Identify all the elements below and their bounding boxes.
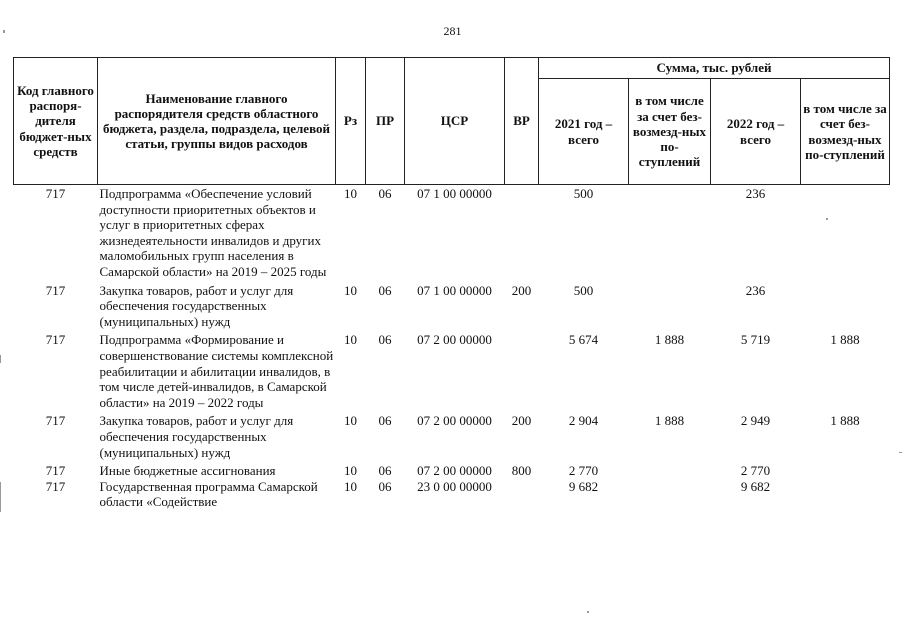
cell-name: Государственная программа Самарской области «Содействие <box>99 478 318 510</box>
cell-2021-grants <box>629 479 711 510</box>
cell-2022-total: 236 <box>745 186 766 201</box>
cell-code: 717 <box>45 332 66 348</box>
cell-2022-grants: 1 888 <box>830 413 860 429</box>
cell-pr: 06 <box>378 463 392 479</box>
cell-code: 717 <box>45 282 66 298</box>
cell-name: Иные бюджетные ассигнования <box>99 463 276 479</box>
cell-code: 717 <box>45 413 66 429</box>
cell-2021-total: 2 904 <box>568 413 599 429</box>
cell-2021-grants: 1 888 <box>654 332 685 348</box>
cell-pr: 06 <box>378 332 392 348</box>
cell-2021-grants <box>629 280 711 330</box>
scan-speck <box>0 355 1 363</box>
cell-2022-total: 5 719 <box>740 332 771 348</box>
table-row <box>14 479 890 510</box>
cell-2022-total: 2 770 <box>740 463 771 479</box>
cell-csr: 23 0 00 00000 <box>417 478 492 494</box>
cell-name: Закупка товаров, работ и услуг для обеспечения государственных (муниципальных) нужд <box>99 413 294 460</box>
cell-2022-grants <box>801 185 890 280</box>
cell-code: 717 <box>45 186 66 201</box>
cell-2021-total: 2 770 <box>568 463 599 479</box>
cell-pr: 06 <box>378 413 392 429</box>
cell-vr: 200 <box>511 282 532 298</box>
cell-csr: 07 2 00 00000 <box>417 413 492 429</box>
cell-2022-grants <box>801 479 890 510</box>
cell-name: Закупка товаров, работ и услуг для обеспечения государственных (муниципальных) нужд <box>99 282 294 329</box>
cell-vr: 200 <box>511 413 532 429</box>
table-row <box>14 185 890 280</box>
header-csr: ЦСР <box>405 58 505 185</box>
table-row <box>14 460 890 479</box>
cell-2021-total: 500 <box>573 186 594 201</box>
header-2021-total: 2021 год – всего <box>539 79 629 185</box>
scan-speck <box>826 218 828 220</box>
page-number: 281 <box>443 24 462 38</box>
cell-2022-grants <box>801 280 890 330</box>
cell-rz: 10 <box>344 186 357 201</box>
header-sum: Сумма, тыс. рублей <box>539 58 890 79</box>
cell-2022-total: 9 682 <box>740 478 771 494</box>
cell-csr: 07 1 00 00000 <box>417 282 492 298</box>
cell-rz: 10 <box>344 463 357 479</box>
header-2022-total: 2022 год – всего <box>711 79 801 185</box>
scan-speck <box>3 30 5 33</box>
table-row <box>14 280 890 330</box>
scan-speck <box>587 611 589 613</box>
cell-2021-grants: 1 888 <box>654 413 685 429</box>
cell-csr: 07 1 00 00000 <box>417 186 492 201</box>
header-rz: Рз <box>336 58 366 185</box>
cell-2022-grants <box>801 460 890 479</box>
header-vr: ВР <box>505 58 539 185</box>
cell-rz: 10 <box>344 332 357 348</box>
header-2022-grants: в том числе за счет без-возмезд-ных по-ступлений <box>801 79 890 185</box>
cell-code: 717 <box>45 478 66 494</box>
cell-rz: 10 <box>344 282 357 298</box>
cell-rz: 10 <box>344 478 357 494</box>
scan-speck <box>899 452 902 453</box>
header-code: Код главного распоря-дителя бюджет-ных средств <box>14 58 98 185</box>
table-row <box>14 410 890 460</box>
table-header <box>14 58 890 185</box>
cell-rz: 10 <box>344 413 357 429</box>
cell-vr: 800 <box>511 463 532 479</box>
cell-2021-grants <box>629 185 711 280</box>
budget-table <box>13 57 890 510</box>
cell-code: 717 <box>45 463 66 479</box>
cell-pr: 06 <box>378 478 392 494</box>
cell-2021-total: 9 682 <box>568 478 599 494</box>
cell-2021-grants <box>629 460 711 479</box>
cell-vr <box>505 329 539 410</box>
scan-speck <box>0 482 1 512</box>
header-2021-grants: в том числе за счет без-возмезд-ных по-ступлений <box>629 79 711 185</box>
cell-csr: 07 2 00 00000 <box>417 463 492 479</box>
cell-2021-total: 500 <box>573 282 594 298</box>
cell-vr <box>505 185 539 280</box>
cell-2022-grants: 1 888 <box>830 332 860 348</box>
cell-vr <box>505 479 539 510</box>
cell-csr: 07 2 00 00000 <box>417 332 492 348</box>
cell-2022-total: 2 949 <box>740 413 771 429</box>
cell-pr: 06 <box>378 282 392 298</box>
table-row <box>14 329 890 410</box>
cell-name: Подпрограмма «Обеспечение условий доступности приоритетных объектов и услуг в приоритетных сферах жизнедеятельности инвалидов и других маломобильных групп населения в Самарской области» на 2019 – 2025 годы <box>99 186 327 279</box>
header-pr: ПР <box>366 58 405 185</box>
table-body <box>14 185 890 510</box>
cell-2021-total: 5 674 <box>568 332 599 348</box>
header-name: Наименование главного распорядителя средств областного бюджета, раздела, подраздела, целевой статьи, группы видов расходов <box>98 58 336 185</box>
cell-name: Подпрограмма «Формирование и совершенствование системы комплексной реабилитации и абилитации инвалидов, в том числе детей-инвалидов, в Самарской области» на 2019 – 2022 годы <box>99 332 334 410</box>
cell-pr: 06 <box>378 186 392 201</box>
cell-2022-total: 236 <box>745 282 766 298</box>
